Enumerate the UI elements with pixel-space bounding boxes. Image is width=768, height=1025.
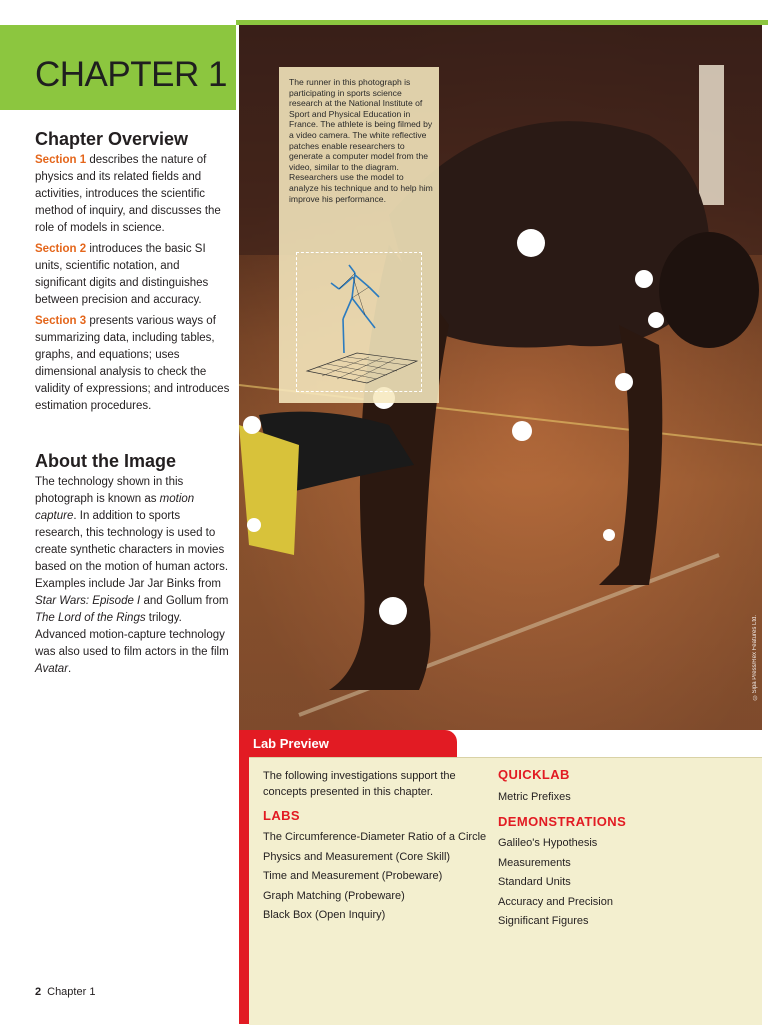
section-1-label: Section 1 [35, 154, 87, 166]
demonstrations-list [498, 834, 613, 932]
quicklab-list [498, 788, 571, 808]
page-footer [35, 986, 95, 998]
chapter-title: CHAPTER 1 [35, 55, 227, 94]
labs-heading: LABS [263, 808, 300, 823]
about-text-part: . In addition to sports research, this technology is used to create synthetic characters in movies based on the motion of human actors. Examples include Jar Jar Binks from [35, 510, 229, 590]
about-heading: About the Image [35, 451, 177, 471]
about-emphasis: Star Wars: Episode I [35, 595, 141, 607]
runner-photo [239, 25, 762, 730]
list-item: Measurements [498, 856, 571, 869]
list-item: The Circumference-Diameter Ratio of a Circle [263, 831, 487, 843]
list-item: Standard Units [498, 876, 571, 888]
photo-caption: The runner in this photograph is participating in sports science research at the National Institute of Sport and Physical Education in France. The athlete is being filmed by a video camera. The white reflective patches enable researchers to generate a computer model from the video, similar to the diagram. Researchers use the model to analyze his technique and to help him improve his performance. [289, 77, 433, 204]
marker-dot [247, 518, 261, 532]
labs-list [263, 828, 486, 926]
runner-right-arm [599, 325, 662, 585]
marker-dot [517, 229, 545, 257]
section-3-label: Section 3 [35, 315, 87, 327]
lab-intro: The following investigations support the concepts presented in this chapter. [263, 770, 456, 798]
section-2-text: introduces the basic SI units, scientific notation, and significant digits and distinguishes between precision and accuracy. [35, 243, 209, 306]
list-item: Accuracy and Precision [498, 895, 613, 908]
page-number: 2 [35, 986, 42, 998]
quicklab-heading: QUICKLAB [498, 767, 570, 782]
stick-figure-icon [297, 253, 421, 391]
marker-dot [243, 416, 261, 434]
about-emphasis: Avatar [35, 663, 69, 675]
about-text-part: trilogy. Advanced motion-capture technology was also used to film actors in the film [35, 612, 229, 658]
about-text [35, 474, 230, 678]
chapter-overview [35, 131, 230, 419]
about-emphasis: The Lord of the Rings [35, 612, 146, 624]
runner-shoe [239, 425, 299, 555]
about-emphasis: motion capture [35, 493, 195, 522]
section-3-text: presents various ways of summarizing data, including tables, graphs, and equations; uses dimensional analysis to check the validity of expressions; and introduces estimation procedures. [35, 315, 230, 412]
section-1-text: describes the nature of physics and its related fields and activities, introduces the scientific method of inquiry, and discusses the role of models in science. [35, 154, 221, 234]
marker-dot [615, 373, 633, 391]
about-text-part: and Gollum from [140, 595, 229, 607]
list-item: Physics and Measurement (Core Skill) [263, 850, 451, 863]
marker-dot [635, 270, 653, 288]
overview-section-1 [35, 152, 230, 237]
list-item: Time and Measurement (Probeware) [263, 870, 443, 882]
about-text-part: . [68, 663, 72, 675]
about-text-part: The technology shown in this photograph is known as [35, 476, 184, 505]
runner-head [659, 232, 759, 348]
list-item: Black Box (Open Inquiry) [263, 909, 386, 921]
marker-dot [512, 421, 532, 441]
photo-caption-box [279, 67, 439, 403]
list-item: Galileo's Hypothesis [498, 837, 598, 849]
demonstrations-heading: DEMONSTRATIONS [498, 814, 627, 829]
overview-heading: Chapter Overview [35, 129, 189, 149]
lab-preview-title: Lab Preview [253, 736, 329, 751]
lab-preview-bar [239, 730, 249, 1024]
lab-preview-tab [239, 730, 457, 757]
chapter-banner [0, 25, 236, 110]
list-item: Significant Figures [498, 915, 589, 927]
photo-window [699, 65, 724, 205]
section-2-label: Section 2 [35, 243, 87, 255]
lab-preview-panel [249, 757, 762, 1025]
marker-dot [379, 597, 407, 625]
marker-dot [603, 529, 615, 541]
list-item: Graph Matching (Probeware) [263, 889, 405, 902]
overview-section-3 [35, 313, 230, 415]
mocap-diagram [296, 252, 422, 392]
footer-chapter-label: Chapter 1 [47, 986, 96, 998]
about-the-image [35, 453, 230, 682]
overview-section-2 [35, 241, 230, 309]
list-item: Metric Prefixes [498, 791, 571, 803]
marker-dot [648, 312, 664, 328]
photo-credit: ©Sipa Press/Rex Features Ltd. [752, 615, 758, 700]
